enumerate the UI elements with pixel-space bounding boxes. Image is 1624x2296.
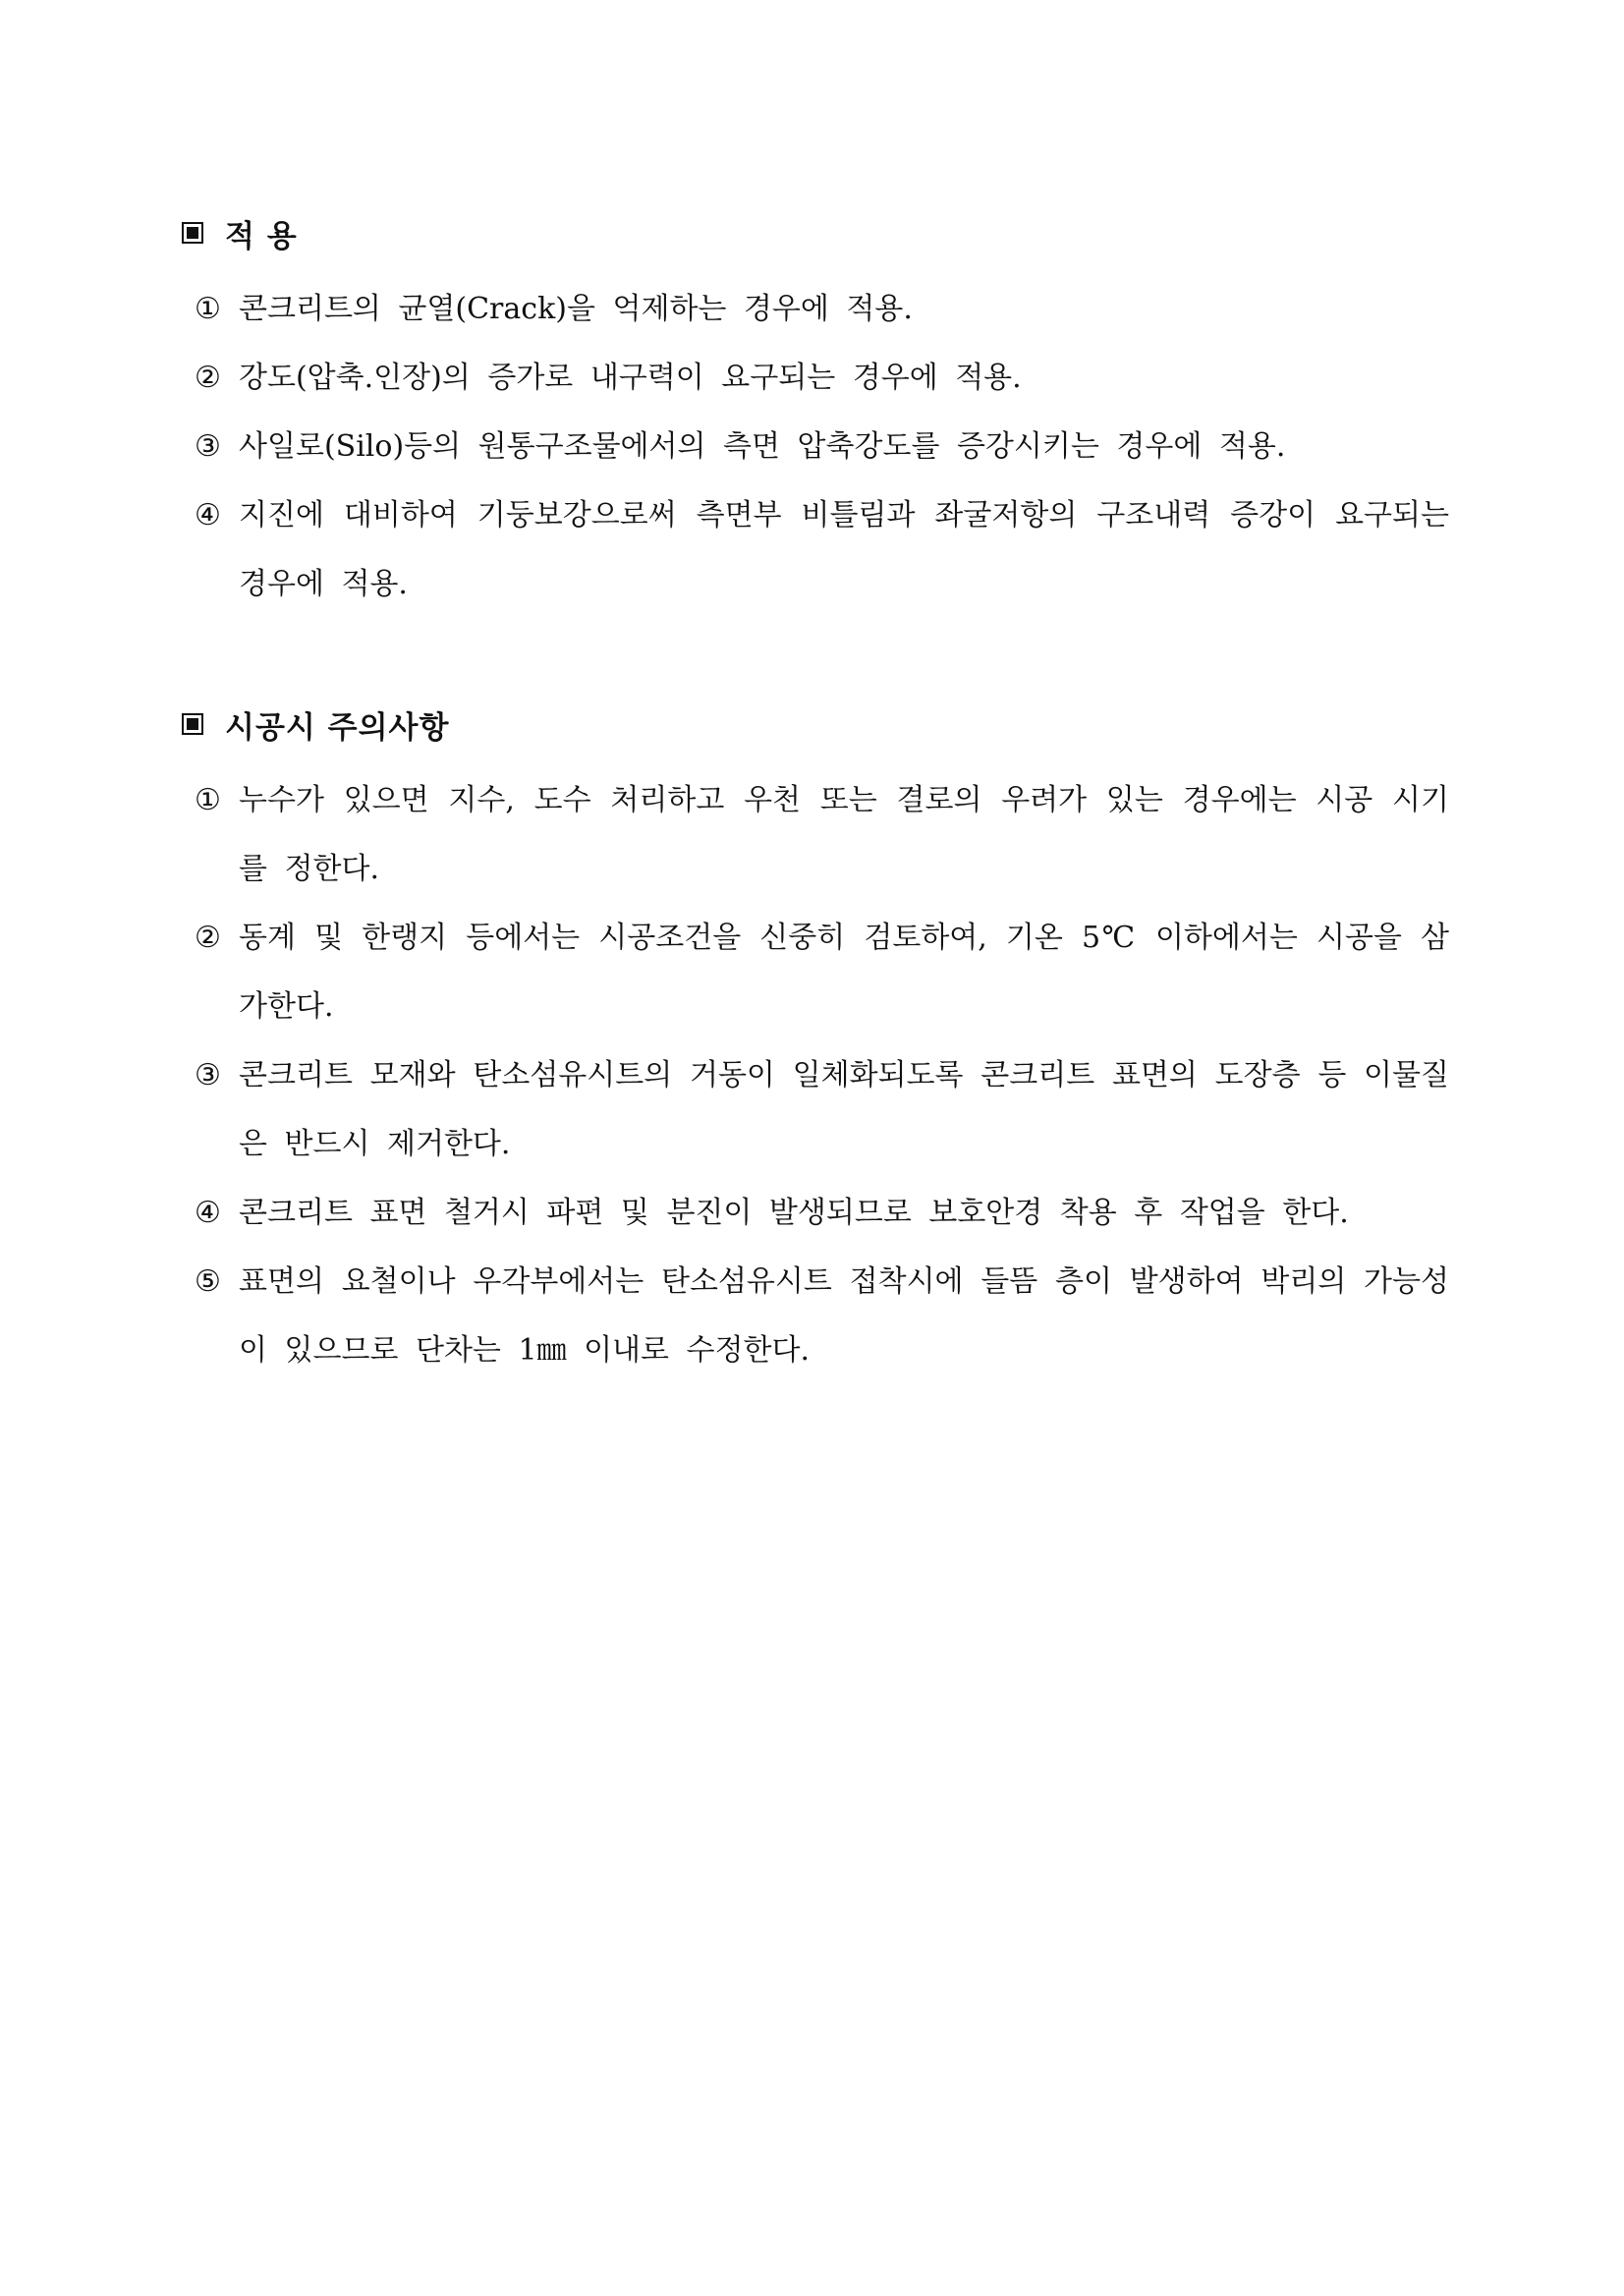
list-item (195, 904, 1449, 1041)
item-text: 콘크리트 표면 철거시 파편 및 분진이 발생되므로 보호안경 착용 후 작업을 한다. (239, 1196, 1349, 1230)
item-number: ③ (195, 1058, 221, 1092)
list-item (195, 1179, 1449, 1248)
list-item (195, 413, 1449, 481)
square-bullet-icon (182, 222, 203, 244)
item-list (182, 275, 1449, 619)
section-heading (182, 700, 1449, 749)
list-item (195, 481, 1449, 619)
item-text: 콘크리트 모재와 탄소섬유시트의 거동이 일체화되도록 콘크리트 표면의 도장층 등 이물질은 반드시 제거한다. (239, 1058, 1449, 1161)
item-number: ④ (195, 1196, 221, 1230)
item-text: 지진에 대비하여 기둥보강으로써 측면부 비틀림과 좌굴저항의 구조내력 증강이 요구되는 경우에 적용. (239, 498, 1449, 601)
list-item (195, 1041, 1449, 1179)
section-heading-text: 적 용 (225, 218, 298, 254)
section-heading-text: 시공시 주의사항 (225, 709, 450, 746)
list-item (195, 275, 1449, 344)
section-construction-precautions (182, 700, 1449, 1385)
item-number: ⑤ (195, 1264, 221, 1299)
section-application (182, 208, 1449, 619)
item-text: 콘크리트의 균열(Crack)을 억제하는 경우에 적용. (239, 292, 913, 326)
square-bullet-icon (182, 713, 203, 735)
list-item (195, 766, 1449, 904)
item-list (182, 766, 1449, 1385)
item-number: ④ (195, 498, 221, 532)
item-number: ② (195, 921, 221, 955)
item-number: ① (195, 292, 221, 326)
item-text: 강도(압축.인장)의 증가로 내구력이 요구되는 경우에 적용. (239, 361, 1022, 395)
list-item (195, 1248, 1449, 1385)
item-text: 동계 및 한랭지 등에서는 시공조건을 신중히 검토하여, 기온 5℃ 이하에서는 시공을 삼가한다. (239, 921, 1449, 1024)
item-text: 표면의 요철이나 우각부에서는 탄소섬유시트 접착시에 들뜸 층이 발생하여 박리의 가능성이 있으므로 단차는 1㎜ 이내로 수정한다. (239, 1264, 1449, 1368)
section-heading (182, 208, 1449, 257)
list-item (195, 344, 1449, 413)
item-number: ② (195, 361, 221, 395)
item-text: 사일로(Silo)등의 원통구조물에서의 측면 압축강도를 증강시키는 경우에 적용. (239, 429, 1286, 464)
item-text: 누수가 있으면 지수, 도수 처리하고 우천 또는 결로의 우려가 있는 경우에는 시공 시기를 정한다. (239, 783, 1449, 886)
item-number: ③ (195, 429, 221, 464)
item-number: ① (195, 783, 221, 817)
